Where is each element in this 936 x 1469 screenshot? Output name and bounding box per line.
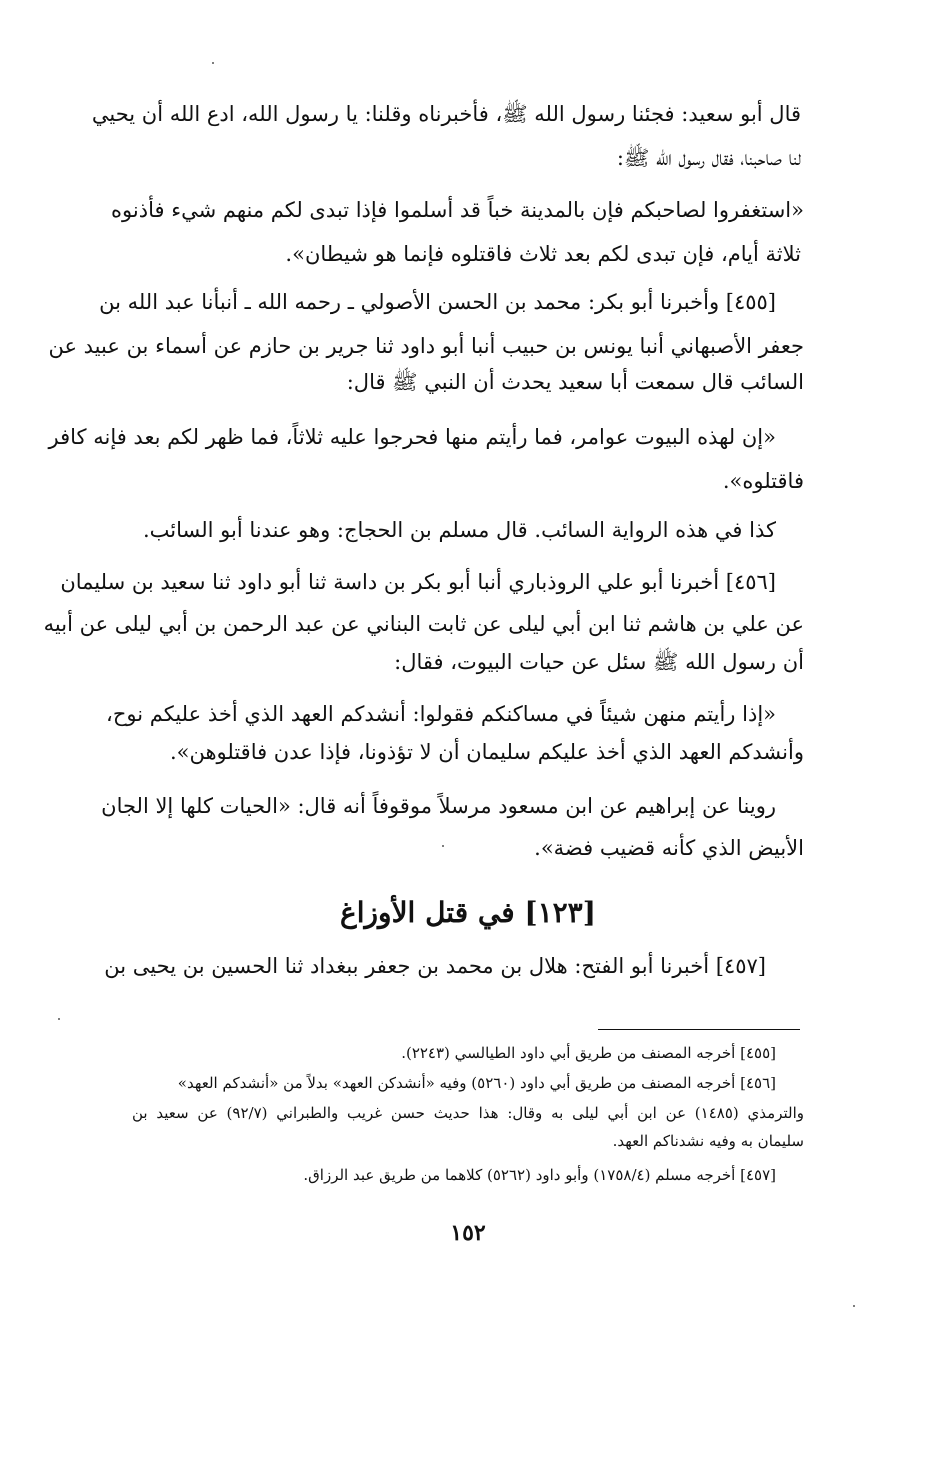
footnote-line: سليمان به وفيه نشدناكم العهد. — [612, 1132, 804, 1150]
text-line: لنا صاحبنا، فقال رسول الله ﷺ: — [616, 146, 801, 170]
footnote-line: [٤٥٥] أخرجه المصنف من طريق أبي داود الطيالسي (٢٢٤٣). — [401, 1044, 776, 1062]
page-number: ١٥٢ — [450, 1220, 486, 1246]
section-heading: [١٢٣] في قتل الأوزاغ — [340, 896, 596, 929]
text-line: «استغفروا لصاحبكم فإن بالمدينة خباً قد أسلموا فإذا تبدى لكم منهم شيء فأذنوه — [111, 198, 804, 222]
text-line: الأبيض الذي كأنه قضيب فضة». — [534, 836, 804, 860]
text-line: أن رسول الله ﷺ سئل عن حيات البيوت، فقال: — [394, 650, 804, 674]
text-line: «إن لهذه البيوت عوامر، فما رأيتم منها فحرجوا عليه ثلاثاً، فما ظهر لكم بعد فإنه كافر — [48, 425, 776, 449]
text-line: عن علي بن هاشم ثنا ابن أبي ليلى عن ثابت البناني عن عبد الرحمن بن أبي ليلى عن أبيه — [43, 612, 804, 636]
hadith-line: [٤٥٥] وأخبرنا أبو بكر: محمد بن الحسن الأصولي ـ رحمه الله ـ أنبأنا عبد الله بن — [99, 290, 776, 314]
text-line: ثلاثة أيام، فإن تبدى لكم بعد ثلاث فاقتلوه فإنما هو شيطان». — [285, 242, 801, 266]
hadith-line: [٤٥٧] أخبرنا أبو الفتح: هلال بن محمد بن جعفر ببغداد ثنا الحسين بن يحيى بن — [104, 954, 766, 978]
footnote-line: [٤٥٦] أخرجه المصنف من طريق أبي داود (٥٢٦٠) وفيه «أنشدكن العهد» بدلاً من «أنشدكم العهد» — [177, 1074, 776, 1092]
text-line: «إذا رأيتم منهن شيئاً في مساكنكم فقولوا: أنشدكم العهد الذي أخذ عليكم نوح، — [106, 702, 776, 726]
text-line: روينا عن إبراهيم عن ابن مسعود مرسلاً موقوفاً أنه قال: «الحيات كلها إلا الجان — [101, 794, 776, 818]
text-line: جعفر الأصبهاني أنبا يونس بن حبيب أنبا أبو داود ثنا جرير بن حازم عن أسماء بن عبيد عن — [48, 334, 804, 358]
text-line: وأنشدكم العهد الذي أخذ عليكم سليمان أن لا تؤذونا، فإذا عدن فاقتلوهن». — [169, 740, 804, 764]
scan-speck — [212, 62, 214, 64]
text-line: قال أبو سعيد: فجئنا رسول الله ﷺ، فأخبرناه وقلنا: يا رسول الله، ادع الله أن يحيي — [91, 102, 801, 126]
scan-speck — [58, 1018, 60, 1020]
scan-speck — [853, 1305, 855, 1307]
text-line: فاقتلوه». — [722, 469, 804, 493]
footnote-line: والترمذي (١٤٨٥) عن ابن أبي ليلى به وقال: هذا حديث حسن غريب والطبراني (٩٢/٧) عن سعيد بن — [132, 1104, 804, 1122]
scan-speck — [442, 845, 444, 847]
footnote-line: [٤٥٧] أخرجه مسلم (١٧٥٨/٤) وأبو داود (٥٢٦٢) كلاهما من طريق عبد الرزاق. — [303, 1166, 776, 1184]
text-line: كذا في هذه الرواية السائب. قال مسلم بن الحجاج: وهو عندنا أبو السائب. — [142, 518, 776, 542]
hadith-line: [٤٥٦] أخبرنا أبو علي الروذباري أنبا أبو بكر بن داسة ثنا أبو داود ثنا سعيد بن سليمان — [60, 570, 776, 594]
text-line: السائب قال سمعت أبا سعيد يحدث أن النبي ﷺ قال: — [346, 370, 804, 394]
footnote-divider — [598, 1029, 800, 1030]
